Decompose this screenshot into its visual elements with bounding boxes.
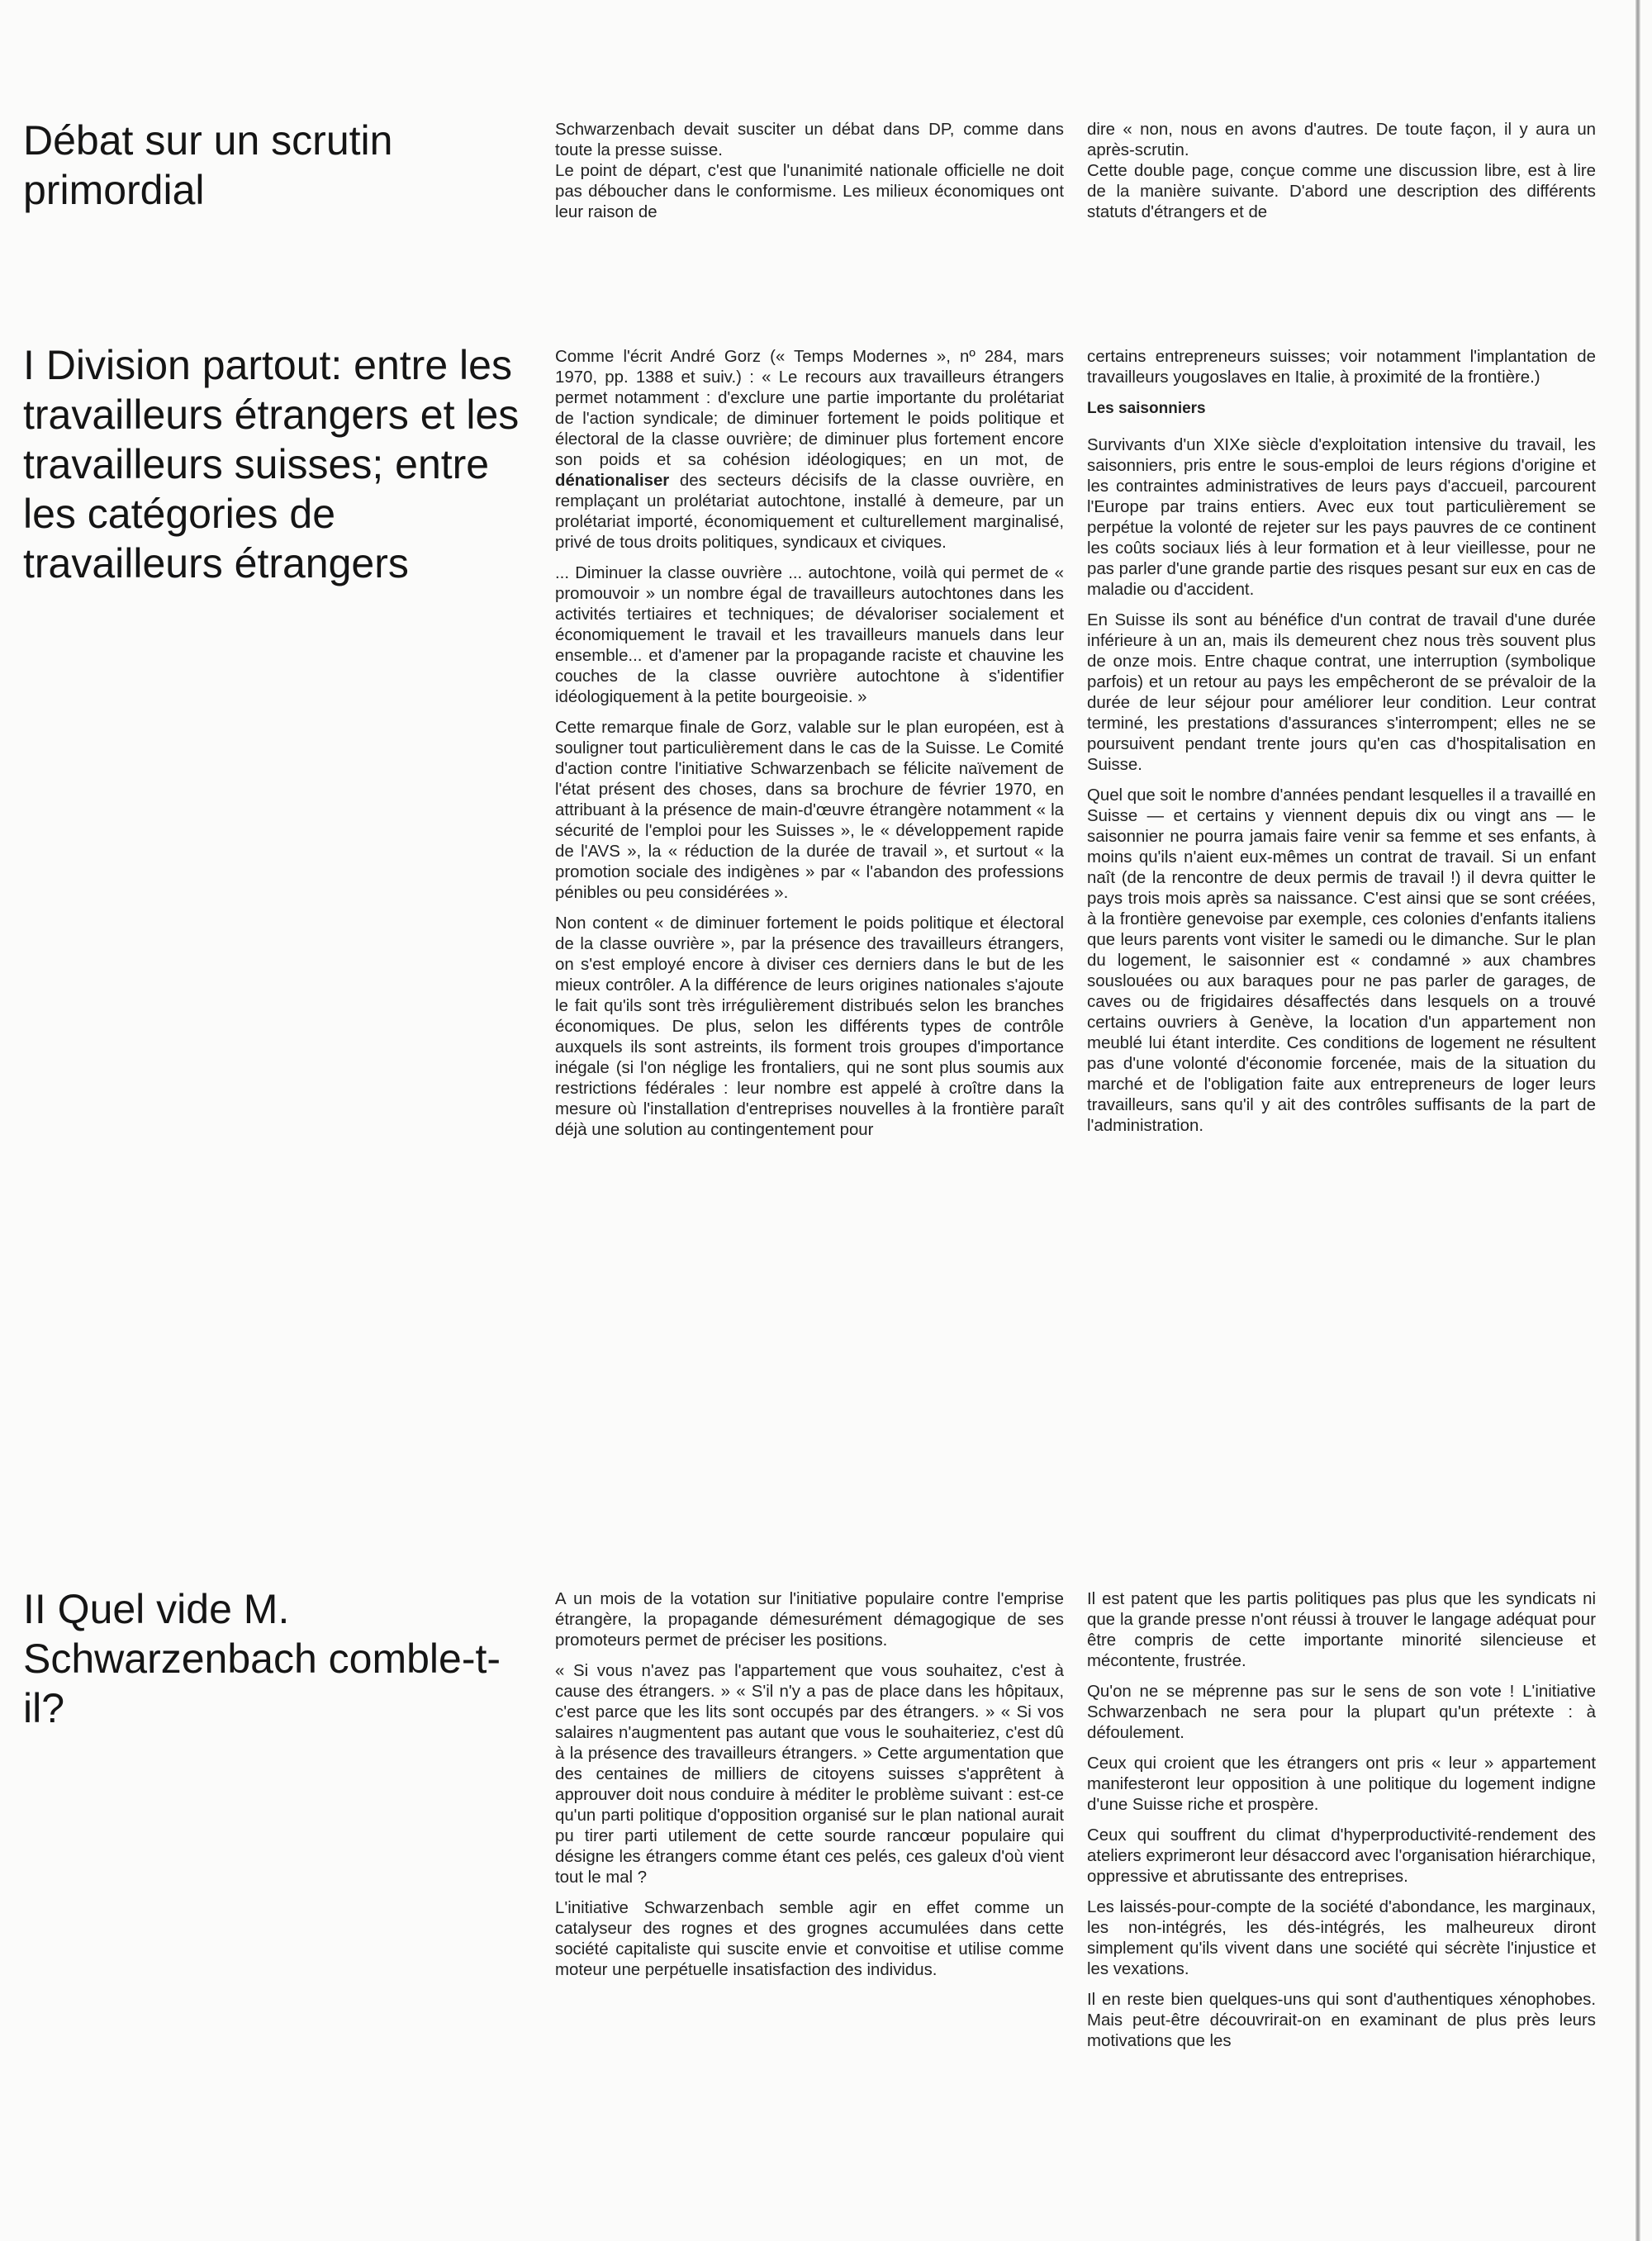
header-col2-paragraph: Cette double page, conçue comme une discussion libre, est à lire de la manière suivante. D'abord une description des différents statuts d'étrangers et de: [1087, 162, 1596, 221]
section-2-col1-paragraph: L'initiative Schwarzenbach semble agir en effet comme un catalyseur des rognes et des grognes accumulées dans cette société capitaliste qui suscite envie et convoitise et utilise comme moteur une perpétuelle insatisfaction des individus.: [555, 1899, 1064, 1979]
section-1-title: I Division partout: entre les travailleurs étrangers et les travailleurs suisses; entre les catégories de travailleurs étrangers: [23, 342, 520, 586]
section-2-column-1: [555, 1589, 1064, 1991]
header-col2-paragraph: dire « non, nous en avons d'autres. De toute façon, il y aura un après-scrutin.: [1087, 121, 1596, 159]
section-2-col1-paragraph: A un mois de la votation sur l'initiative populaire contre l'emprise étrangère, la propagande démesurément démagogique de ses promoteurs permet de préciser les positions.: [555, 1590, 1064, 1650]
header-col1-paragraph: Le point de départ, c'est que l'unanimité nationale officielle ne doit pas déboucher dans le conformisme. Les milieux économiques ont leur raison de: [555, 162, 1064, 221]
section-1-col2-paragraph: En Suisse ils sont au bénéfice d'un contrat de travail d'une durée inférieure à un an, mais ils demeurent chez nous très souvent plus de onze mois. Entre chaque contrat, une interruption (symbolique parfois) et un retour au pays les empêcheront de se prévaloir de la durée de leur séjour pour améliorer leur condition. Leur contrat terminé, les prestations d'assurances s'interrompent; elles ne se poursuivent pendant trente jours qu'en cas d'hospitalisation en Suisse.: [1087, 611, 1596, 774]
header-col1-paragraph: Schwarzenbach devait susciter un débat dans DP, comme dans toute la presse suisse.: [555, 121, 1064, 159]
section-1-column-2: [1087, 347, 1596, 1147]
section-1-col2-paragraph: Survivants d'un XIXe siècle d'exploitation intensive du travail, les saisonniers, pris entre le sous-emploi de leurs régions d'origine et les contraintes administratives de leurs pays d'accueil, parcourent l'Europe par trains entiers. Avec eux tout particulièrement se perpétue la volonté de rejeter sur les pays pauvres de ce continent les coûts sociaux liés à leur formation et à leur vieillesse, pour ne pas parler d'une grande partie des risques pesant sur eux en cas de maladie ou d'accident.: [1087, 436, 1596, 599]
subheading-saisonniers: Les saisonniers: [1087, 400, 1206, 417]
section-2-col2-paragraph: Il en reste bien quelques-uns qui sont d'authentiques xénophobes. Mais peut-être découvrirait-on en examinant de plus près leurs motivations que les: [1087, 1991, 1596, 2050]
section-2-col2-paragraph: Ceux qui souffrent du climat d'hyperproductivité-rendement des ateliers exprimeront leur désaccord avec l'organisation hiérarchique, oppressive et abrutissante des entreprises.: [1087, 1826, 1596, 1886]
section-1-col1-paragraph: Cette remarque finale de Gorz, valable sur le plan européen, est à souligner tout particulièrement dans le cas de la Suisse. Le Comité d'action contre l'initiative Schwarzenbach se félicite naïvement de l'état présent des choses, dans sa brochure de février 1970, en attribuant à la présence de main-d'œuvre étrangère notamment « la sécurité de l'emploi pour les Suisses », le « développement rapide de l'AVS », la « réduction de la durée de travail », et surtout « la promotion sociale des indigènes » par « l'abandon des professions pénibles ou peu considérées ».: [555, 719, 1064, 902]
section-1-col1-paragraph: Non content « de diminuer fortement le poids politique et électoral de la classe ouvrière », par la présence des travailleurs étrangers, on s'est employé encore à diviser ces derniers dans le but de les mieux contrôler. A la différence de leurs origines nationales s'ajoute le fait qu'ils sont très irrégulièrement distribués selon les branches économiques. De plus, selon les différents types de contrôle auxquels ils sont astreints, ils forment trois groupes d'importance inégale (si l'on néglige les frontaliers, qui ne sont plus soumis aux restrictions fédérales : leur nombre est appelé à croître dans la mesure où l'installation d'entreprises nouvelles à la frontière paraît déjà une solution au contingentement pour: [555, 914, 1064, 1139]
header-column-2: [1087, 120, 1596, 223]
section-1-col1-paragraph: Comme l'écrit André Gorz (« Temps Modernes », nº 284, mars 1970, pp. 1388 et suiv.) : « Le recours aux travailleurs étrangers permet notamment : d'exclure une partie importante du prolétariat de l'action syndicale; de diminuer fortement le poids politique et électoral de la classe ouvrière; de diminuer plus fortement encore son poids et sa cohésion idéologiques; en un mot, de dénationaliser des secteurs décisifs de la classe ouvrière, en remplaçant un prolétariat autochtone, installé à demeure, par un prolétariat importé, économiquement et culturellement marginalisé, privé de tous droits politiques, syndicaux et civiques.: [555, 348, 1064, 552]
section-2-col2-paragraph: Il est patent que les partis politiques pas plus que les syndicats ni que la grande presse n'ont réussi à trouver le langage adéquat pour être compris de cette importante minorité silencieuse et mécontente, frustrée.: [1087, 1590, 1596, 1670]
header-title: Débat sur un scrutin primordial: [23, 117, 393, 213]
section-1-col2-paragraph: certains entrepreneurs suisses; voir notamment l'implantation de travailleurs yougoslaves en Italie, à proximité de la frontière.): [1087, 348, 1596, 387]
section-2-column-2: [1087, 1589, 1596, 2062]
section-2-col2-paragraph: Qu'on ne se méprenne pas sur le sens de son vote ! L'initiative Schwarzenbach ne sera pour la plupart qu'un prétexte : à défoulement.: [1087, 1683, 1596, 1742]
page-fold-edge: [1635, 0, 1640, 2241]
section-2-title: II Quel vide M. Schwarzenbach comble-t-il?: [23, 1586, 501, 1731]
section-1-col2-paragraph: Quel que soit le nombre d'années pendant lesquelles il a travaillé en Suisse — et certains y viennent depuis dix ou vingt ans — le saisonnier ne pourra jamais faire venir sa femme et ses enfants, à moins qu'ils n'aient eux-mêmes un contrat de travail. Si un enfant naît (de la rencontre de deux permis de travail !) il devra quitter le pays trois mois après sa naissance. C'est ainsi que se sont créées, à la frontière genevoise par exemple, ces colonies d'enfants italiens que leurs parents vont visiter le samedi ou le dimanche. Sur le plan du logement, le saisonnier est « condamné » aux chambres souslouées ou aux baraques pour ne pas parler de garages, de caves ou de frigidaires désaffectés dans lesquels on a trouvé certains ouvriers à Genève, la location d'un appartement non meublé lui étant interdite. Ces conditions de logement ne résultent pas d'une volonté d'économie forcenée, mais de la situation du marché et de l'obligation faite aux entrepreneurs de loger leurs travailleurs, sans qu'il y ait des contrôles suffisants de la part de l'administration.: [1087, 786, 1597, 1135]
section-2-col2-paragraph: Ceux qui croient que les étrangers ont pris « leur » appartement manifesteront leur opposition à une politique du logement indigne d'une Suisse riche et prospère.: [1087, 1754, 1596, 1814]
section-1-column-1: [555, 347, 1064, 1151]
section-2-col1-paragraph: « Si vous n'avez pas l'appartement que vous souhaitez, c'est à cause des étrangers. » « S'il n'y a pas de place dans les hôpitaux, c'est parce que les lits sont occupés par des étrangers. » « Si vos salaires n'augmentent pas autant que vous le souhaiteriez, c'est dû à la présence des travailleurs étrangers. » Cette argumentation que des centaines de milliers de citoyens suisses s'apprêtent à approuver doit nous conduire à méditer le problème suivant : est-ce qu'un parti politique d'opposition organisé sur le plan national aurait pu tirer parti utilement de cette sourde rancœur populaire qui désigne les étrangers comme étant ces pelés, ces galeux d'où vient tout le mal ?: [555, 1662, 1064, 1887]
section-2-col2-paragraph: Les laissés-pour-compte de la société d'abondance, les marginaux, les non-intégrés, les dés-intégrés, les malheureux diront simplement qu'ils vivent dans une société qui sécrète l'injustice et les vexations.: [1087, 1898, 1596, 1978]
emphasis-word: dénationaliser: [555, 472, 670, 490]
section-1-col1-paragraph: ... Diminuer la classe ouvrière ... autochtone, voilà qui permet de « promouvoir » un nombre égal de travailleurs autochtones dans les activités tertiaires et techniques; de dévaloriser socialement et économiquement le travail et les travailleurs manuels dans leur ensemble... et d'amener par la propagande raciste et chauvine les couches de la classe ouvrière autochtone à s'identifier idéologiquement à la petite bourgeoisie. »: [555, 564, 1064, 706]
header-column-1: [555, 120, 1064, 223]
